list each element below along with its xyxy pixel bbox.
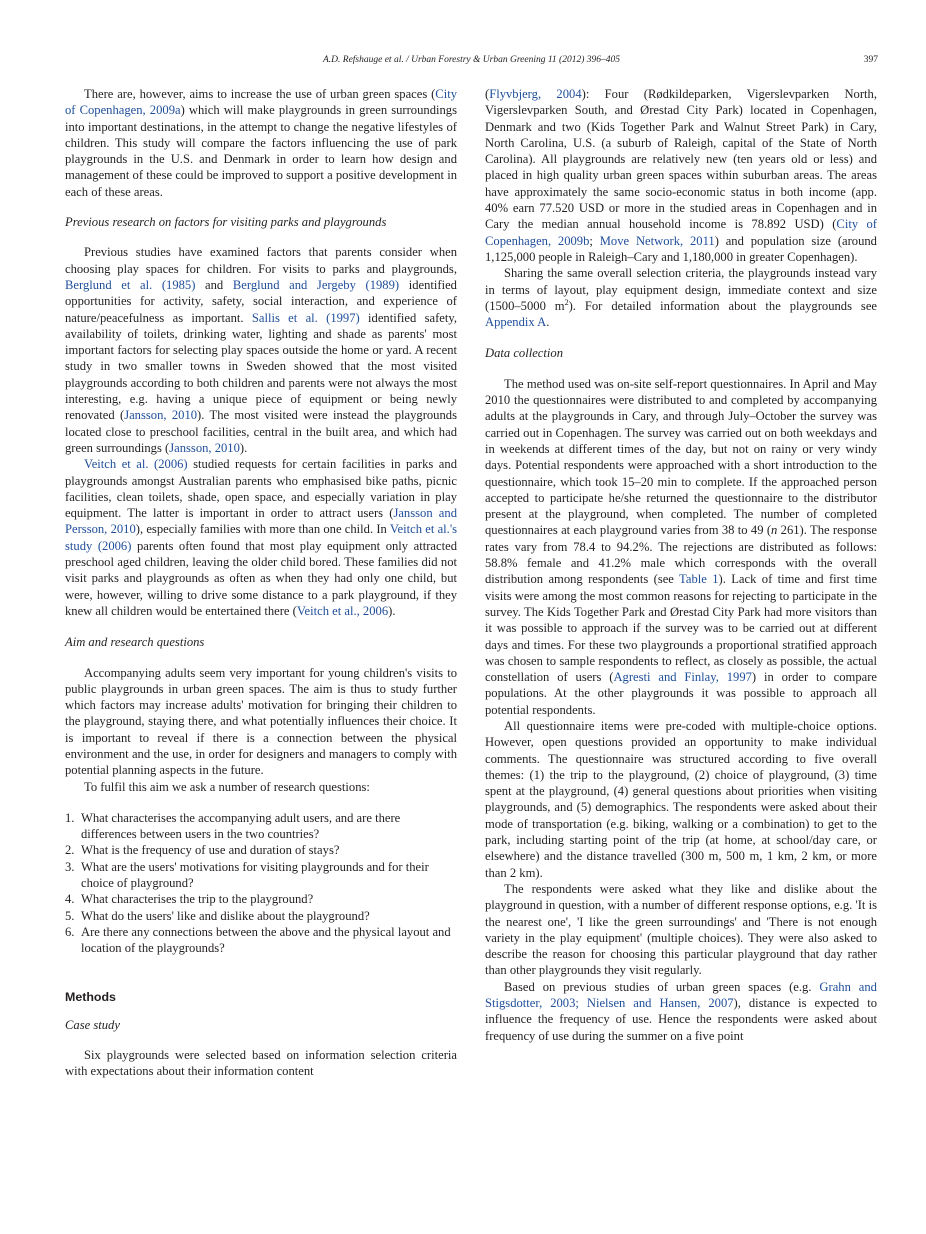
section-heading-methods: Methods: [65, 989, 116, 1004]
list-item: 3. What are the users' motivations for visiting playgrounds and for their choice of playground?: [65, 859, 429, 891]
subsection-heading: Previous research on factors for visiting parks and playgrounds: [65, 215, 387, 230]
paragraph: (Flyvbjerg, 2004): Four (Rødkildeparken, Vigerslevparken North, Vigerslevparken South, and Ørestad City Park) located in Copenhagen, Denmark and two (Kids Together Park and Walnut Street Park) in Cary, North Carolina, U.S. (a suburb of Raleigh, capital of the State of North Carolina). All playgrounds are relatively new (ten years old or less) and placed in high quality urban green spaces within suburban areas. The areas have approximately the same socio-economic status in both income (app. 40% earn 77.520 USD or more in the studied areas in Copenhagen and in Cary the median annual household income is 78.892 USD) (City of Copenhagen, 2009b; Move Network, 2011) and population size (around 1,125,000 people in Raleigh–Cary and 1,180,000 in greater Copenhagen).: [485, 87, 877, 264]
subsection-heading: Case study: [65, 1017, 120, 1032]
paragraph: Veitch et al. (2006) studied requests for certain facilities in parks and playgrounds amongst Australian parents who emphasised bike paths, picnic facilities, clean toilets, shade, open space, and especially variation in play equipment. The latter is important in order to attract users (Jansson and Persson, 2010), especially families with more than one child. In Veitch et al.'s study (2006) parents often found that most play equipment only attracted preschool aged children, leaving the older child bored. These families did not visit parks and playgrounds as often as when they had only one child, but were, however, willing to drive some distance to a park playground, if they knew all children would be entertained there (Veitch et al., 2006).: [65, 457, 457, 618]
reference-link[interactable]: Berglund et al. (1985): [65, 277, 196, 292]
page-number: 397: [863, 55, 878, 65]
reference-link[interactable]: Move Network, 2011: [599, 233, 715, 248]
running-header: [65, 55, 878, 69]
list-item: 6. Are there any connections between the above and the physical layout and location of the playgrounds?: [65, 924, 451, 956]
list-item: 2. What is the frequency of use and duration of stays?: [65, 843, 340, 858]
paragraph: The method used was on-site self-report questionnaires. In April and May 2010 the questionnaires were distributed to and completed by accompanying adults at the playgrounds in Cary, and through July–October the survey was carried out in Copenhagen. The survey was carried out on both weekdays and in weekends at different times of the day, but not on rainy or very windy days. Potential respondents were approached with a short introduction to the questionnaire, which took 15–20 min to complete. If the approached person accepted to participate he/she returned the questionnaire to the distributor present at the playground, when completed. The number of completed questionnaires at each playground varies from 38 to 49 (n 261). The response rates vary from 78.4 to 94.2%. The rejections are distributed as follows: 58.8% female and 41.2% male which corresponds with the overall distribution among respondents (see Table 1). Lack of time and first time visits were among the most common reasons for rejecting to participate in the survey. The Kids Together Park and Ørestad City Park had more visitors than it was possible to approach if the survey was to be carried out at different days and times. For these two playgrounds a proportional stratified approach was chosen to sample respondents to reflect, as closely as possible, the actual constellation of users (Agresti and Finlay, 1997) in order to compare populations. At the other playgrounds it was possible to approach all potential respondents.: [485, 376, 877, 717]
reference-link[interactable]: Jansson, 2010: [169, 440, 240, 455]
reference-link[interactable]: Sallis et al. (1997): [251, 310, 360, 325]
journal-citation: A.D. Refshauge et al. / Urban Forestry & Urban Greening 11 (2012) 396–405: [322, 55, 620, 65]
research-questions-list: [65, 810, 457, 957]
reference-link[interactable]: Table 1: [679, 572, 719, 587]
subsection-heading: Aim and research questions: [65, 635, 205, 650]
reference-link[interactable]: Berglund and Jergeby (1989): [232, 277, 400, 292]
reference-link[interactable]: Veitch et al.'s study (2006): [65, 522, 457, 553]
right-column: [485, 86, 877, 1044]
reference-link[interactable]: Agresti and Finlay, 1997: [613, 670, 752, 685]
reference-link[interactable]: Veitch et al. (2006): [84, 457, 188, 472]
list-item: 5. What do the users' like and dislike about the playground?: [65, 908, 370, 923]
paragraph: Six playgrounds were selected based on information selection criteria with expectations about their information content: [65, 1048, 457, 1079]
paragraph: Sharing the same overall selection criteria, the playgrounds instead vary in terms of layout, play equipment design, immediate context and size (1500–5000 $m^2$). For detailed information about the playgrounds see Appendix A.: [485, 266, 878, 330]
paragraph: The respondents were asked what they like and dislike about the playground in question, with a number of different response options, e.g. 'It is the nearest one', 'I like the green surroundings' and 'There is not enough variety in the play equipment' (multiple choices). They were also asked to describe the reason for choosing this particular playground that day rather than other playgrounds they visit regularly.: [485, 881, 877, 978]
paragraph: Based on previous studies of urban green spaces (e.g. Grahn and Stigsdotter, 2003; Nielsen and Hansen, 2007), distance is expected to influence the frequency of use. Hence the respondents were asked about frequency of use during the summer on a five point: [485, 979, 877, 1043]
list-item: 1. What characterises the accompanying adult users, and are there differences between users in the two countries?: [65, 810, 401, 842]
reference-link[interactable]: City of Copenhagen, 2009a: [65, 87, 457, 118]
paragraph: Accompanying adults seem very important for young children's visits to public playgrounds in urban green spaces. The aim is thus to study further which factors may increase adults' motivation for bringing their children to the playground, staying there, and what potentially influences their choice. It is important to reveal if there is a connection between the physical environment and the use, in order for designers and managers to comply with potential planning aspects in the future.: [65, 665, 457, 778]
list-item: 4. What characterises the trip to the playground?: [65, 892, 314, 907]
reference-link[interactable]: Jansson and Persson, 2010: [65, 506, 457, 537]
reference-link[interactable]: Flyvbjerg, 2004: [489, 87, 582, 101]
reference-link[interactable]: Grahn and Stigsdotter, 2003; Nielsen and Hansen, 2007: [485, 979, 877, 1011]
reference-link[interactable]: Jansson, 2010: [124, 408, 198, 423]
reference-link[interactable]: City of Copenhagen, 2009b: [485, 217, 877, 248]
reference-link[interactable]: Veitch et al., 2006: [296, 603, 389, 618]
paragraph: To fulfil this aim we ask a number of research questions:: [84, 779, 370, 794]
reference-link[interactable]: Appendix A: [485, 315, 547, 330]
paragraph: Previous studies have examined factors that parents consider when choosing play spaces for children. For visits to parks and playgrounds, Berglund et al. (1985) and Berglund and Jergeby (1989) identified opportunities for activity, safety, social interaction, and experience of nature/peacefulness as important. Sallis et al. (1997) identified safety, availability of toilets, drinking water, lighting and shade as parents' most important factors for selecting play spaces outside the home or yard. A recent study in two smaller towns in Sweden showed that the most visited playgrounds according to both children and parents were not always the most interesting, e.g. having a unique piece of equipment or being newly renovated (Jansson, 2010). The most visited were instead the playgrounds located close to preschool facilities, central in the built area, and which had green surroundings (Jansson, 2010).: [65, 245, 457, 455]
subsection-heading: Data collection: [485, 346, 563, 361]
paragraph: There are, however, aims to increase the use of urban green spaces (City of Copenhagen, 2009a) which will make playgrounds in green surroundings into important destinations, in the attempt to change the negative lifestyles of children. This study will compare the factors influencing the use of park playgrounds in the U.S. and Denmark in order to learn how design and management of these could be improved to support a positive development in each of these areas.: [65, 87, 457, 199]
paragraph: All questionnaire items were pre-coded with multiple-choice options. However, open questions provided an opportunity to make individual comments. The questionnaire was structured according to five overall themes: (1) the trip to the playground, (2) choice of playground, (3) time spent at the playground, (4) general questions about priorities when visiting playgrounds, and (5) demographics. The respondents were asked about their mode of transportation (e.g. biking, walking or a combination) to get to the park, including starting point of the trip (at home, at school/day care, or elsewhere) and the distance travelled (300 m, 500 m, 1 km, 2 km, or more than 2 km).: [485, 718, 877, 880]
left-column: [65, 86, 457, 1080]
